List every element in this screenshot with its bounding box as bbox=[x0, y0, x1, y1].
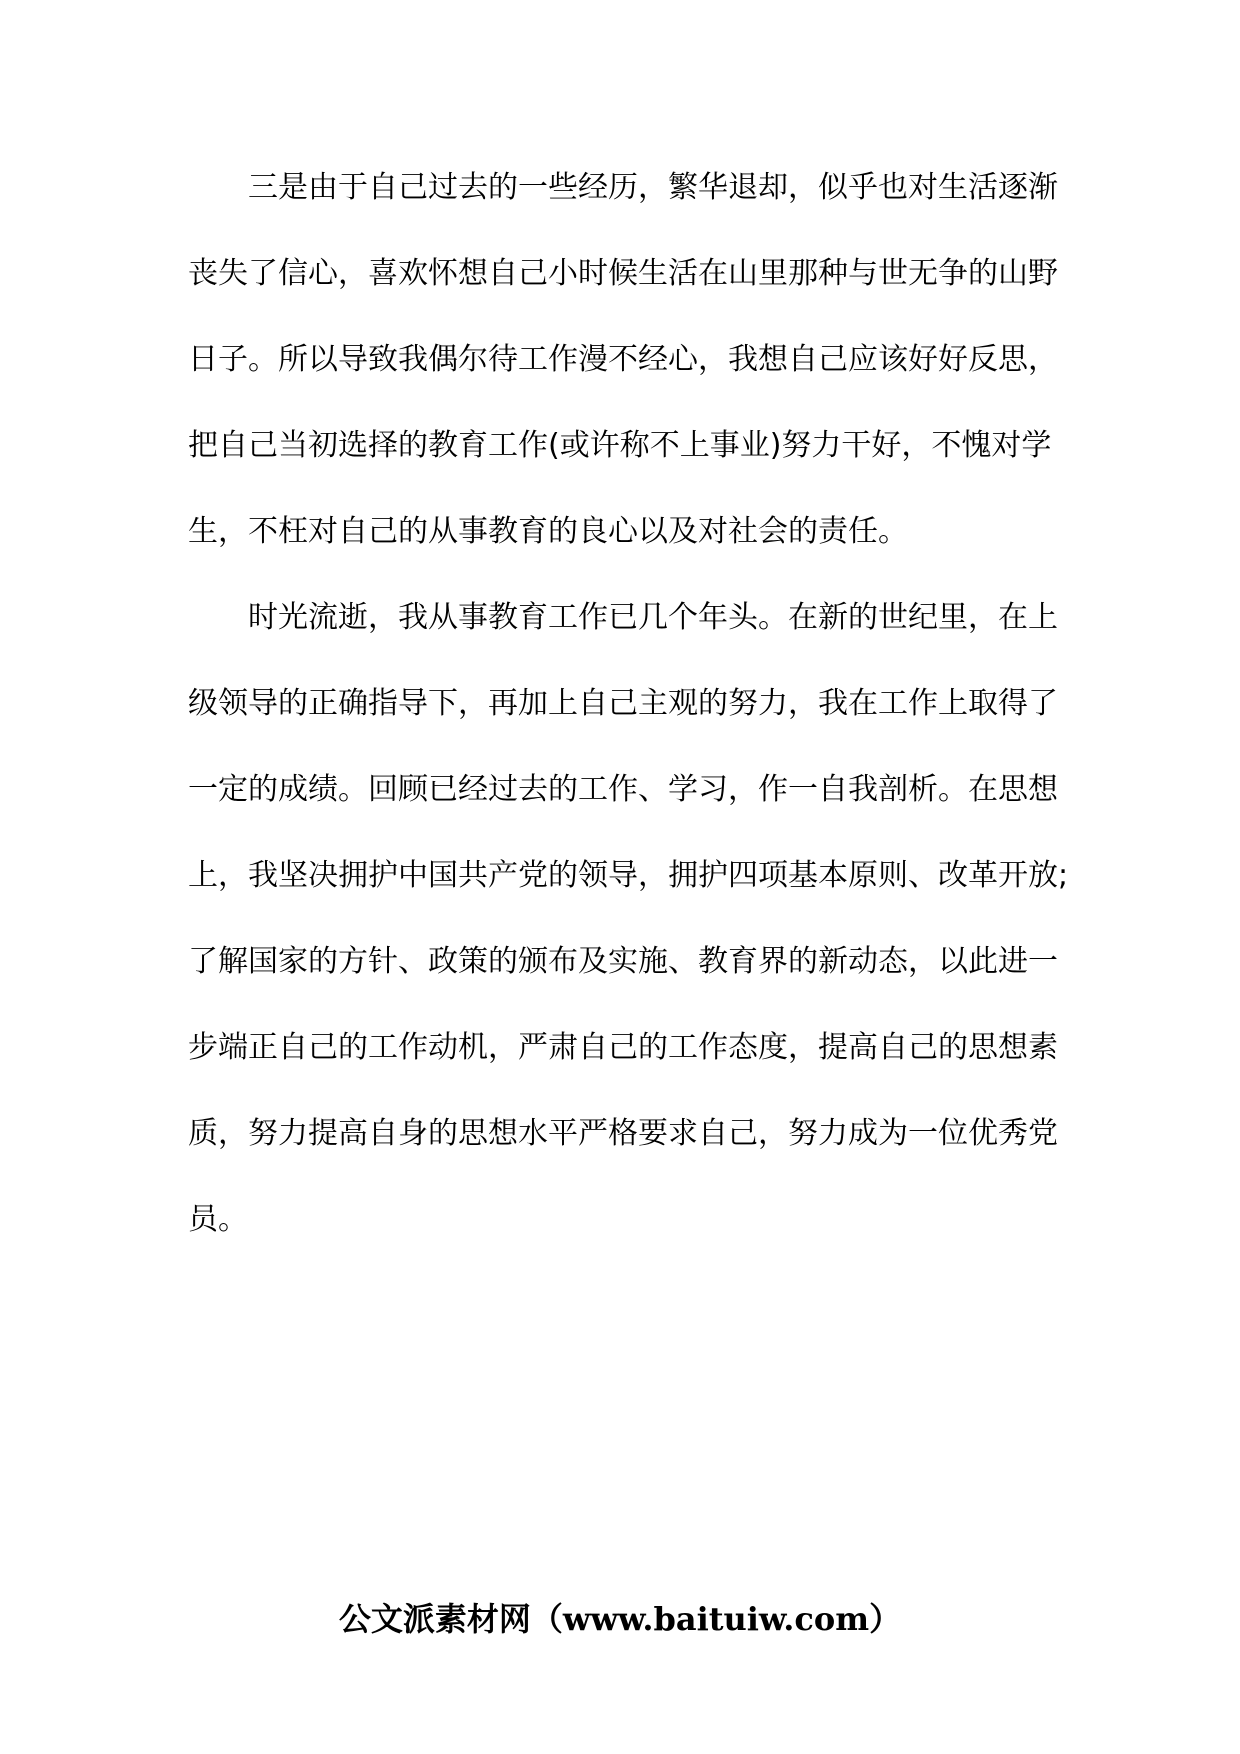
paragraph-2-line-7: 质，努力提高自身的思想水平严格要求自己，努力成为一位优秀党 bbox=[188, 1116, 1058, 1151]
paragraph-1-line-3: 日子。所以导致我偶尔待工作漫不经心，我想自己应该好好反思， bbox=[188, 342, 1058, 377]
footer-source: 公文派素材网（www.baituiw.com） bbox=[338, 1600, 902, 1638]
paragraph-1-line-2: 丧失了信心，喜欢怀想自己小时候生活在山里那种与世无争的山野 bbox=[188, 256, 1058, 291]
paragraph-2-line-5: 了解国家的方针、政策的颁布及实施、教育界的新动态，以此进一 bbox=[188, 944, 1058, 979]
paragraph-1-line-5: 生，不枉对自己的从事教育的良心以及对社会的责任。 bbox=[188, 514, 908, 549]
paragraph-2-line-1: 时光流逝，我从事教育工作已几个年头。在新的世纪里，在上 bbox=[248, 600, 1058, 635]
paragraph-2-line-6: 步端正自己的工作动机，严肃自己的工作态度，提高自己的思想素 bbox=[188, 1030, 1058, 1065]
paragraph-2-line-4: 上，我坚决拥护中国共产党的领导，拥护四项基本原则、改革开放; bbox=[188, 858, 1069, 893]
paragraph-2-line-8: 员。 bbox=[188, 1202, 248, 1237]
paragraph-2-line-3: 一定的成绩。回顾已经过去的工作、学习，作一自我剖析。在思想 bbox=[188, 772, 1058, 807]
paragraph-1-line-4: 把自己当初选择的教育工作(或许称不上事业)努力干好，不愧对学 bbox=[188, 428, 1052, 463]
paragraph-1-line-1: 三是由于自己过去的一些经历，繁华退却，似乎也对生活逐渐 bbox=[248, 170, 1058, 205]
paragraph-2-line-2: 级领导的正确指导下，再加上自己主观的努力，我在工作上取得了 bbox=[188, 686, 1058, 721]
